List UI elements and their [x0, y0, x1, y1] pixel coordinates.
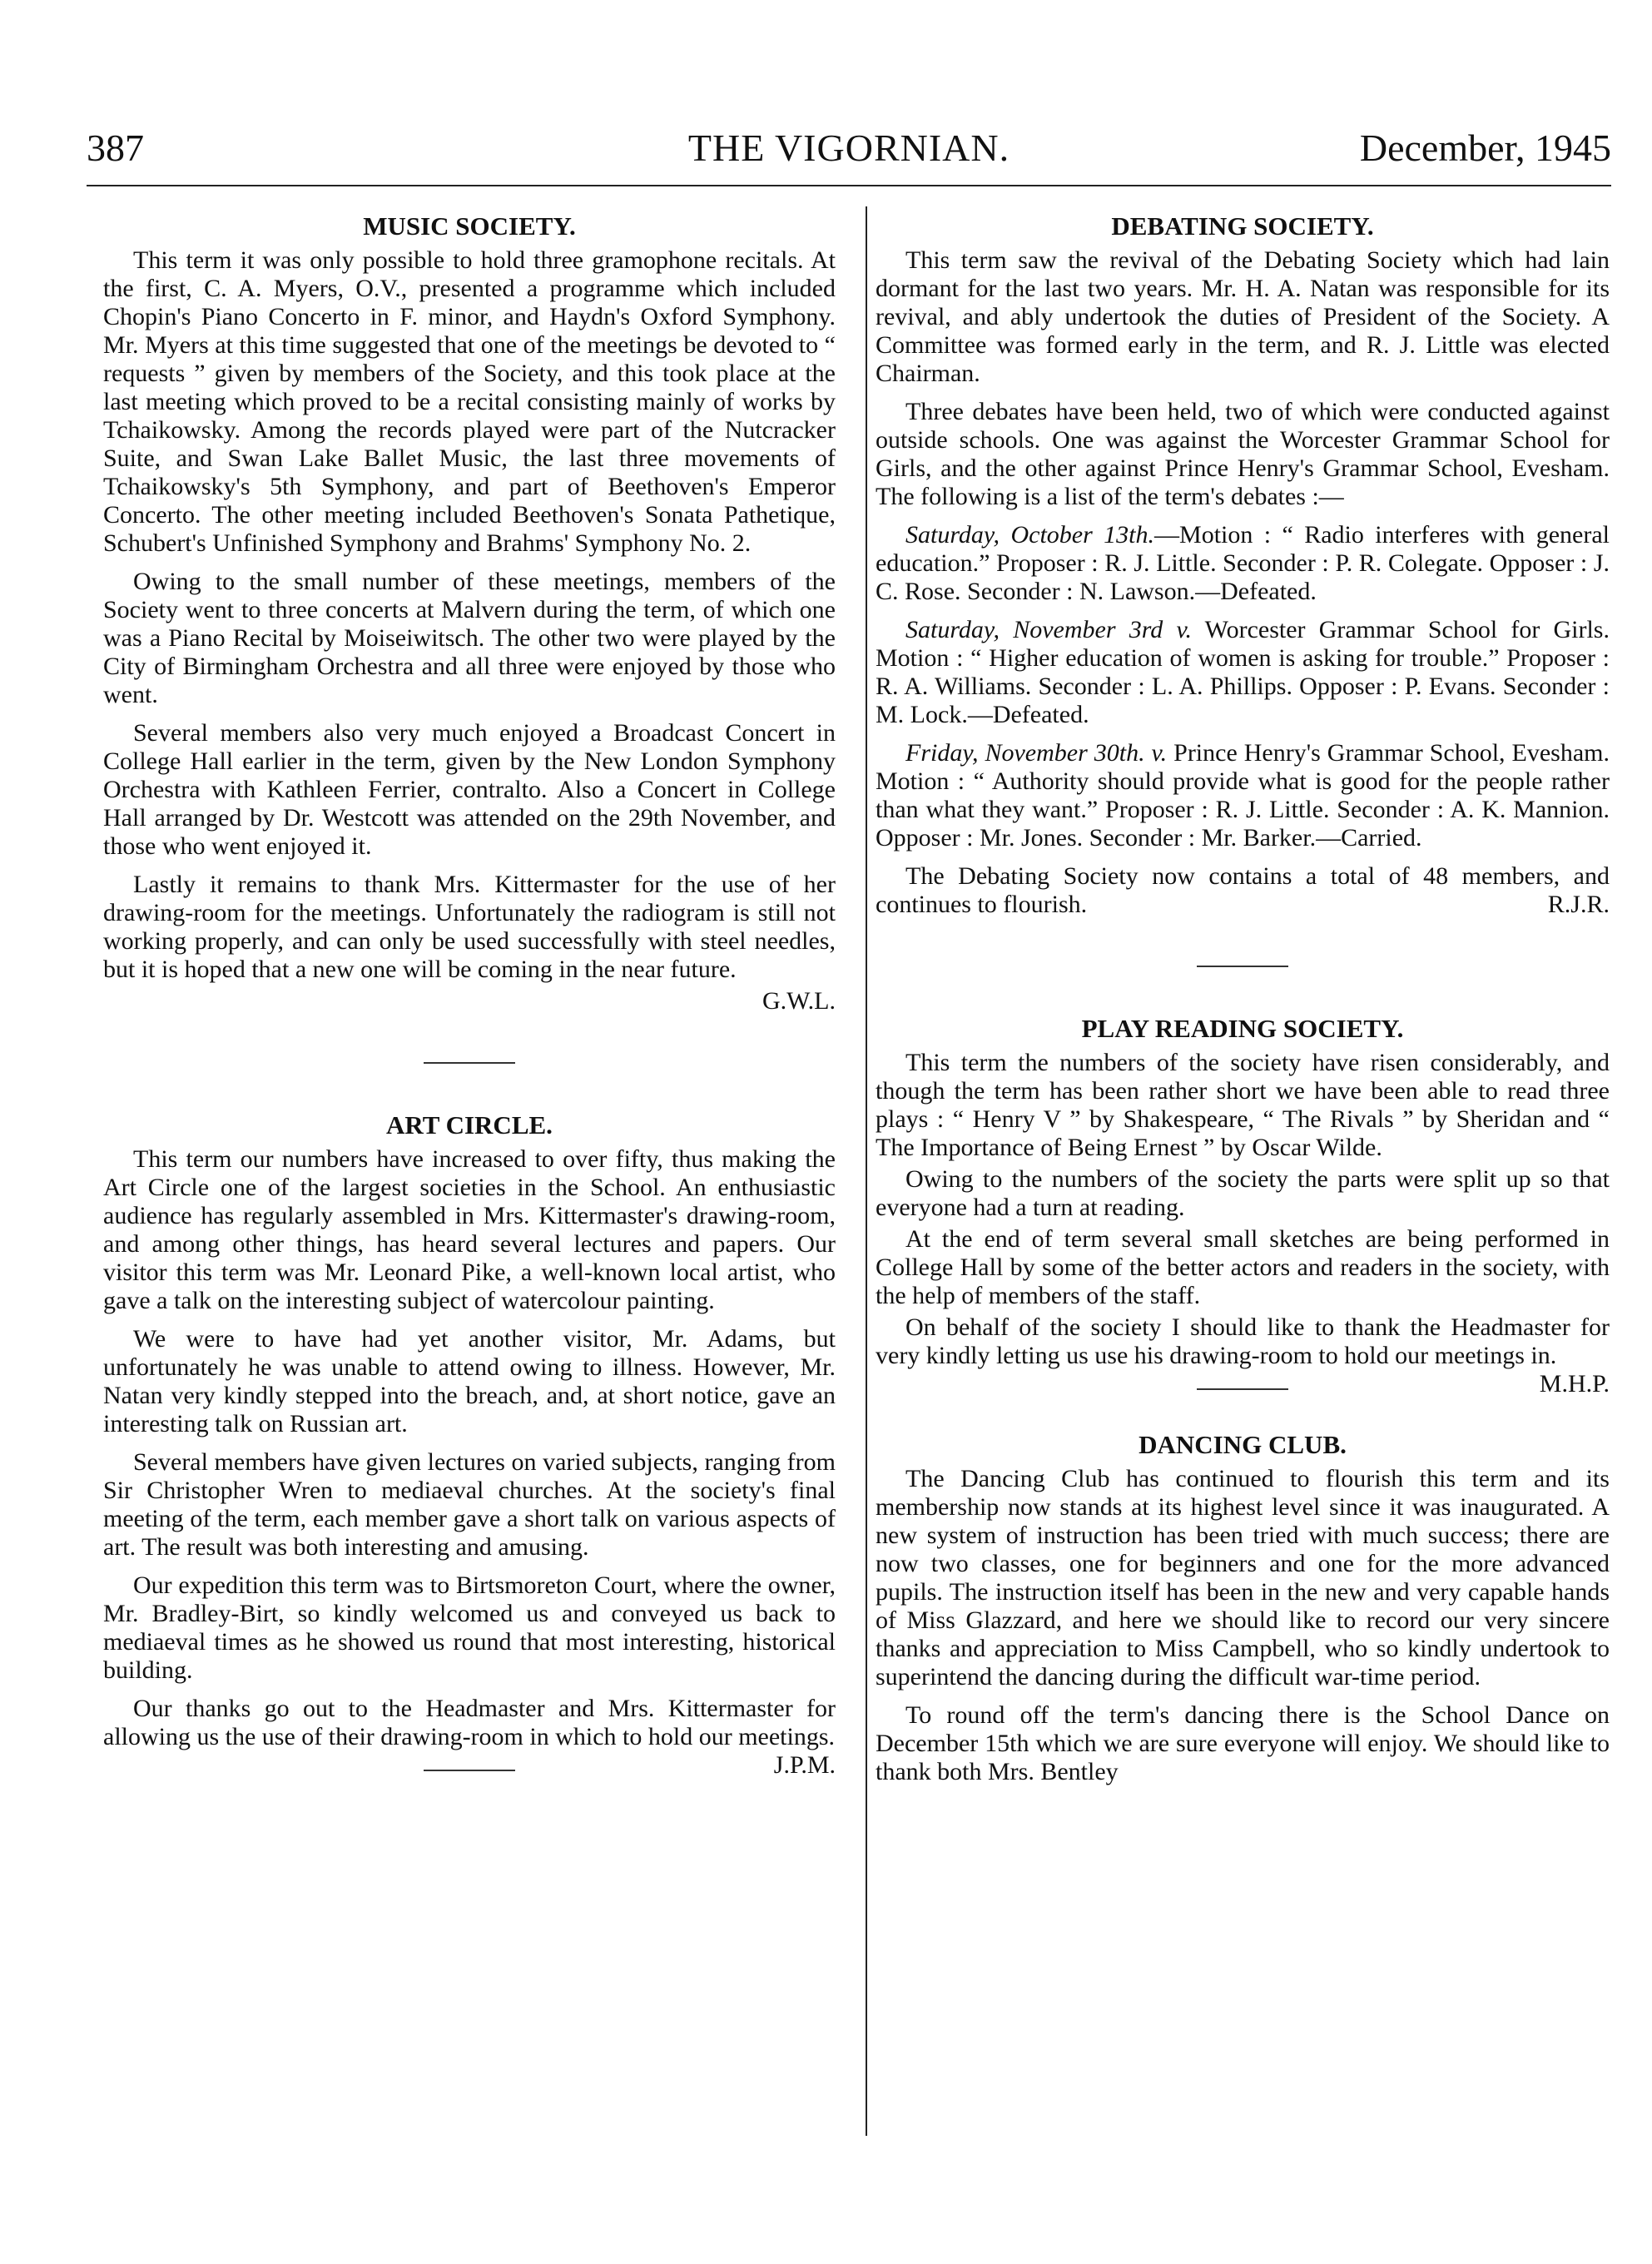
article-paragraph: Our expedition this term was to Birtsmoreton Court, where the owner, Mr. Bradley-Birt, so kindly welcomed us and conveyed us back to mediaeval times as he showed us round that most interesting, historical building.	[103, 1571, 836, 1684]
play-reading-signature: M.H.P.	[1539, 1370, 1610, 1398]
section-divider	[1197, 1388, 1288, 1390]
debate-date: Saturday, November 3rd v.	[905, 616, 1193, 643]
section-divider	[424, 1770, 515, 1771]
music-society-heading: MUSIC SOCIETY.	[363, 211, 576, 241]
debating-society-article	[876, 210, 1610, 919]
music-society-article	[103, 210, 836, 1015]
art-circle-signature: J.P.M.	[773, 1751, 836, 1779]
article-paragraph: This term it was only possible to hold three gramophone recitals. At the first, C. A. Myers, O.V., presented a programme which included Chopin's Piano Concerto in F. minor, and Haydn's Oxford Symphony. Mr. Myers at this time suggested that one of the meetings be devoted to “ requests ” given by members of the Society, and this took place at the last meeting which proved to be a recital consisting mainly of works by Tchaikowsky. Among the records played were part of the Nutcracker Suite, and Swan Lake Ballet Music, the last three movements of Tchaikowsky's 5th Symphony, and part of Beethoven's Emperor Concerto. The other meeting included Beethoven's Sonata Pathetique, Schubert's Unfinished Symphony and Brahms' Symphony No. 2.	[103, 246, 836, 557]
column-divider-rule	[866, 206, 867, 2136]
art-circle-last-paragraph: Our thanks go out to the Headmaster and Mrs. Kittermaster for allowing us the use of their drawing-room in which to hold our meetings.	[103, 1695, 836, 1750]
article-paragraph	[876, 1313, 1610, 1398]
play-reading-article	[876, 1012, 1610, 1398]
page-number: 387	[87, 127, 144, 169]
article-paragraph: We were to have had yet another visitor, Mr. Adams, but unfortunately he was unable to attend owing to illness. However, Mr. Natan very kindly stepped into the breach, and, at short notice, gave an interesting talk on Russian art.	[103, 1325, 836, 1437]
debating-society-heading: DEBATING SOCIETY.	[1111, 211, 1374, 241]
article-paragraph: Owing to the numbers of the society the parts were split up so that everyone had a turn at reading.	[876, 1165, 1610, 1221]
debate-entry	[876, 616, 1610, 729]
play-reading-last-paragraph: On behalf of the society I should like to thank the Headmaster for very kindly letting us use his drawing-room to hold our meetings in.	[876, 1313, 1610, 1369]
debating-closing: The Debating Society now contains a total of 48 members, and continues to flourish.	[876, 862, 1610, 918]
article-paragraph: Several members have given lectures on varied subjects, ranging from Sir Christopher Wren to mediaeval churches. At the society's final meeting of the term, each member gave a short talk on various aspects of art. The result was both interesting and amusing.	[103, 1448, 836, 1561]
article-paragraph	[103, 1695, 836, 1779]
left-column	[103, 210, 836, 1810]
article-paragraph: Owing to the small number of these meetings, members of the Society went to three concerts at Malvern during the term, of which one was a Piano Recital by Moiseiwitsch. The other two were played by the City of Birmingham Orchestra and all three were enjoyed by those who went.	[103, 568, 836, 708]
art-circle-article	[103, 1109, 836, 1779]
article-paragraph	[876, 862, 1610, 919]
page-header	[87, 125, 1611, 183]
header-rule	[87, 185, 1611, 186]
article-paragraph: At the end of term several small sketches are being performed in College Hall by some of the better actors and readers in the society, with the help of members of the staff.	[876, 1225, 1610, 1309]
article-paragraph: Lastly it remains to thank Mrs. Kittermaster for the use of her drawing-room for the meetings. Unfortunately the radiogram is still not working properly, and can only be used successfully with steel needles, but it is hoped that a new one will be coming in the near future.	[103, 871, 836, 983]
article-paragraph: This term saw the revival of the Debating Society which had lain dormant for the last two years. Mr. H. A. Natan was responsible for its revival, and ably undertook the duties of President of the Society. A Committee was formed early in the term, and R. J. Little was elected Chairman.	[876, 246, 1610, 387]
article-paragraph: The Dancing Club has continued to flourish this term and its membership now stands at its highest level since it was inaugurated. A new system of instruction has been tried with much success; there are now two classes, one for beginners and one for the more advanced pupils. The instruction itself has been in the new and very capable hands of Miss Glazzard, and here we should like to record our very sincere thanks and appreciation to Miss Campbell, who so kindly undertook to superintend the dancing during the difficult war-time period.	[876, 1465, 1610, 1691]
art-circle-heading: ART CIRCLE.	[386, 1110, 553, 1139]
article-paragraph: This term our numbers have increased to over fifty, thus making the Art Circle one of the largest societies in the School. An enthusiastic audience has regularly assembled in Mrs. Kittermaster's drawing-room, and among other things, has heard several lectures and papers. Our visitor this term was Mr. Leonard Pike, a well-known local artist, who gave a talk on the interesting subject of watercolour painting.	[103, 1145, 836, 1314]
play-reading-heading: PLAY READING SOCIETY.	[1081, 1014, 1404, 1043]
debate-entry	[876, 521, 1610, 606]
dancing-club-heading: DANCING CLUB.	[1139, 1430, 1347, 1459]
debate-details: Worcester Grammar School for Girls. Motion : “ Higher education of women is asking for trouble.” Proposer : R. A. Williams. Seconder : L. A. Phillips. Opposer : P. Evans. Seconder : M. Lock.—Defeated.	[876, 616, 1610, 728]
article-paragraph: Several members also very much enjoyed a Broadcast Concert in College Hall earlier in the term, given by the New London Symphony Orchestra with Kathleen Ferrier, contralto. Also a Concert in College Hall arranged by Dr. Westcott was attended on the 29th November, and those who went enjoyed it.	[103, 719, 836, 860]
right-column	[876, 210, 1610, 1796]
article-paragraph: This term the numbers of the society have risen considerably, and though the term has been rather short we have been able to read three plays : “ Henry V ” by Shakespeare, “ The Rivals ” by Sheridan and “ The Importance of Being Ernest ” by Oscar Wilde.	[876, 1049, 1610, 1161]
debating-signature: R.J.R.	[1547, 891, 1610, 918]
debate-details: Prince Henry's Grammar School, Evesham. Motion : “ Authority should provide what is good for the people rather than what they want.” Proposer : R. J. Little. Seconder : A. K. Mannion. Opposer : Mr. Jones. Seconder : Mr. Barker.—Carried.	[876, 739, 1610, 851]
issue-date: December, 1945	[1359, 127, 1611, 169]
debate-details: —Motion : “ Radio interferes with general education.” Proposer : R. J. Little. Seconder : P. R. Colegate. Opposer : J. C. Rose. Seconder : N. Lawson.—Defeated.	[876, 521, 1610, 605]
article-paragraph: Three debates have been held, two of which were conducted against outside schools. One was against the Worcester Grammar School for Girls, and the other against Prince Henry's Grammar School, Evesham. The following is a list of the term's debates :—	[876, 398, 1610, 510]
section-divider	[424, 1062, 515, 1064]
article-paragraph: To round off the term's dancing there is the School Dance on December 15th which we are sure everyone will enjoy. We should like to thank both Mrs. Bentley	[876, 1701, 1610, 1785]
section-divider	[1197, 966, 1288, 967]
dancing-club-article	[876, 1428, 1610, 1786]
music-society-signature: G.W.L.	[762, 987, 836, 1015]
debate-date: Saturday, October 13th.	[905, 521, 1155, 549]
journal-title: THE VIGORNIAN.	[687, 127, 1010, 169]
debate-entry	[876, 739, 1610, 852]
debate-date: Friday, November 30th. v.	[905, 739, 1168, 767]
